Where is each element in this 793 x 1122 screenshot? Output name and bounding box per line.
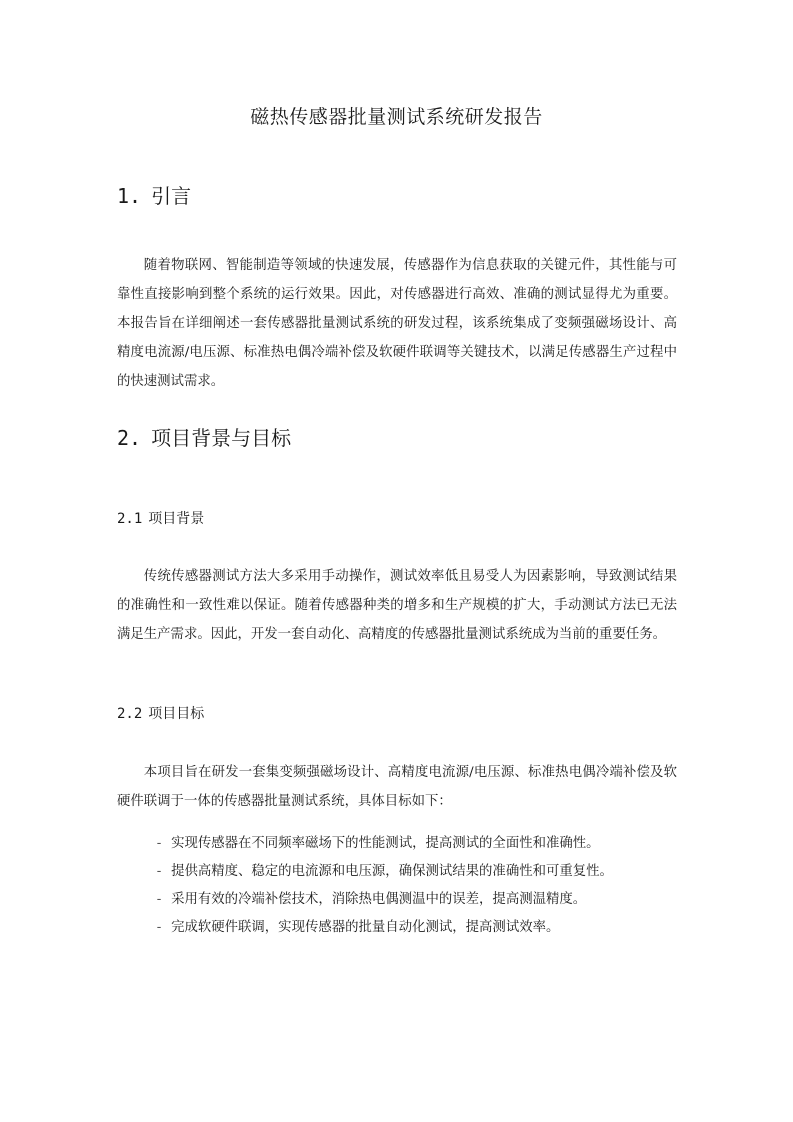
goals-list xyxy=(155,830,675,942)
bullet-marker: - xyxy=(155,836,164,851)
list-item xyxy=(155,830,675,858)
document-title: 磁热传感器批量测试系统研发报告 xyxy=(250,106,543,128)
subsection-heading-goals xyxy=(117,703,204,725)
section-title: 项目背景与目标 xyxy=(151,426,292,450)
section-number: 2. xyxy=(117,426,142,450)
list-item xyxy=(155,914,675,942)
subsection-title: 项目背景 xyxy=(148,511,205,527)
goals-paragraph: 本项目旨在研发一套集变频强磁场设计、高精度电流源/电压源、标准热电偶冷端补偿及软硬件联调于一体的传感器批量测试系统，具体目标如下： xyxy=(117,765,677,809)
section-heading-background-goals xyxy=(117,423,291,453)
section-number: 1. xyxy=(117,184,142,208)
background-paragraph: 传统传感器测试方法大多采用手动操作，测试效率低且易受人为因素影响，导致测试结果的准确性和一致性难以保证。随着传感器种类的增多和生产规模的扩大，手动测试方法已无法满足生产需求。因此，开发一套自动化、高精度的传感器批量测试系统成为当前的重要任务。 xyxy=(117,569,677,642)
section-heading-intro xyxy=(117,181,191,211)
bullet-marker: - xyxy=(155,864,164,879)
list-item-text: 实现传感器在不同频率磁场下的性能测试，提高测试的全面性和准确性。 xyxy=(171,836,600,851)
list-item xyxy=(155,886,675,914)
list-item-text: 提供高精度、稳定的电流源和电压源，确保测试结果的准确性和可重复性。 xyxy=(171,864,613,879)
bullet-marker: - xyxy=(155,920,164,935)
list-item xyxy=(155,858,675,886)
list-item-text: 完成软硬件联调，实现传感器的批量自动化测试，提高测试效率。 xyxy=(171,920,560,935)
subsection-number: 2.2 xyxy=(117,706,143,722)
subsection-number: 2.1 xyxy=(117,511,143,527)
intro-paragraph: 随着物联网、智能制造等领域的快速发展，传感器作为信息获取的关键元件，其性能与可靠性直接影响到整个系统的运行效果。因此，对传感器进行高效、准确的测试显得尤为重要。本报告旨在详细阐述一套传感器批量测试系统的研发过程，该系统集成了变频强磁场设计、高精度电流源/电压源、标准热电偶冷端补偿及软硬件联调等关键技术，以满足传感器生产过程中的快速测试需求。 xyxy=(117,258,677,389)
subsection-title: 项目目标 xyxy=(148,706,205,722)
list-item-text: 采用有效的冷端补偿技术，消除热电偶测温中的误差，提高测温精度。 xyxy=(171,892,587,907)
section-title: 引言 xyxy=(151,184,192,208)
subsection-heading-background xyxy=(117,508,204,530)
bullet-marker: - xyxy=(155,892,164,907)
